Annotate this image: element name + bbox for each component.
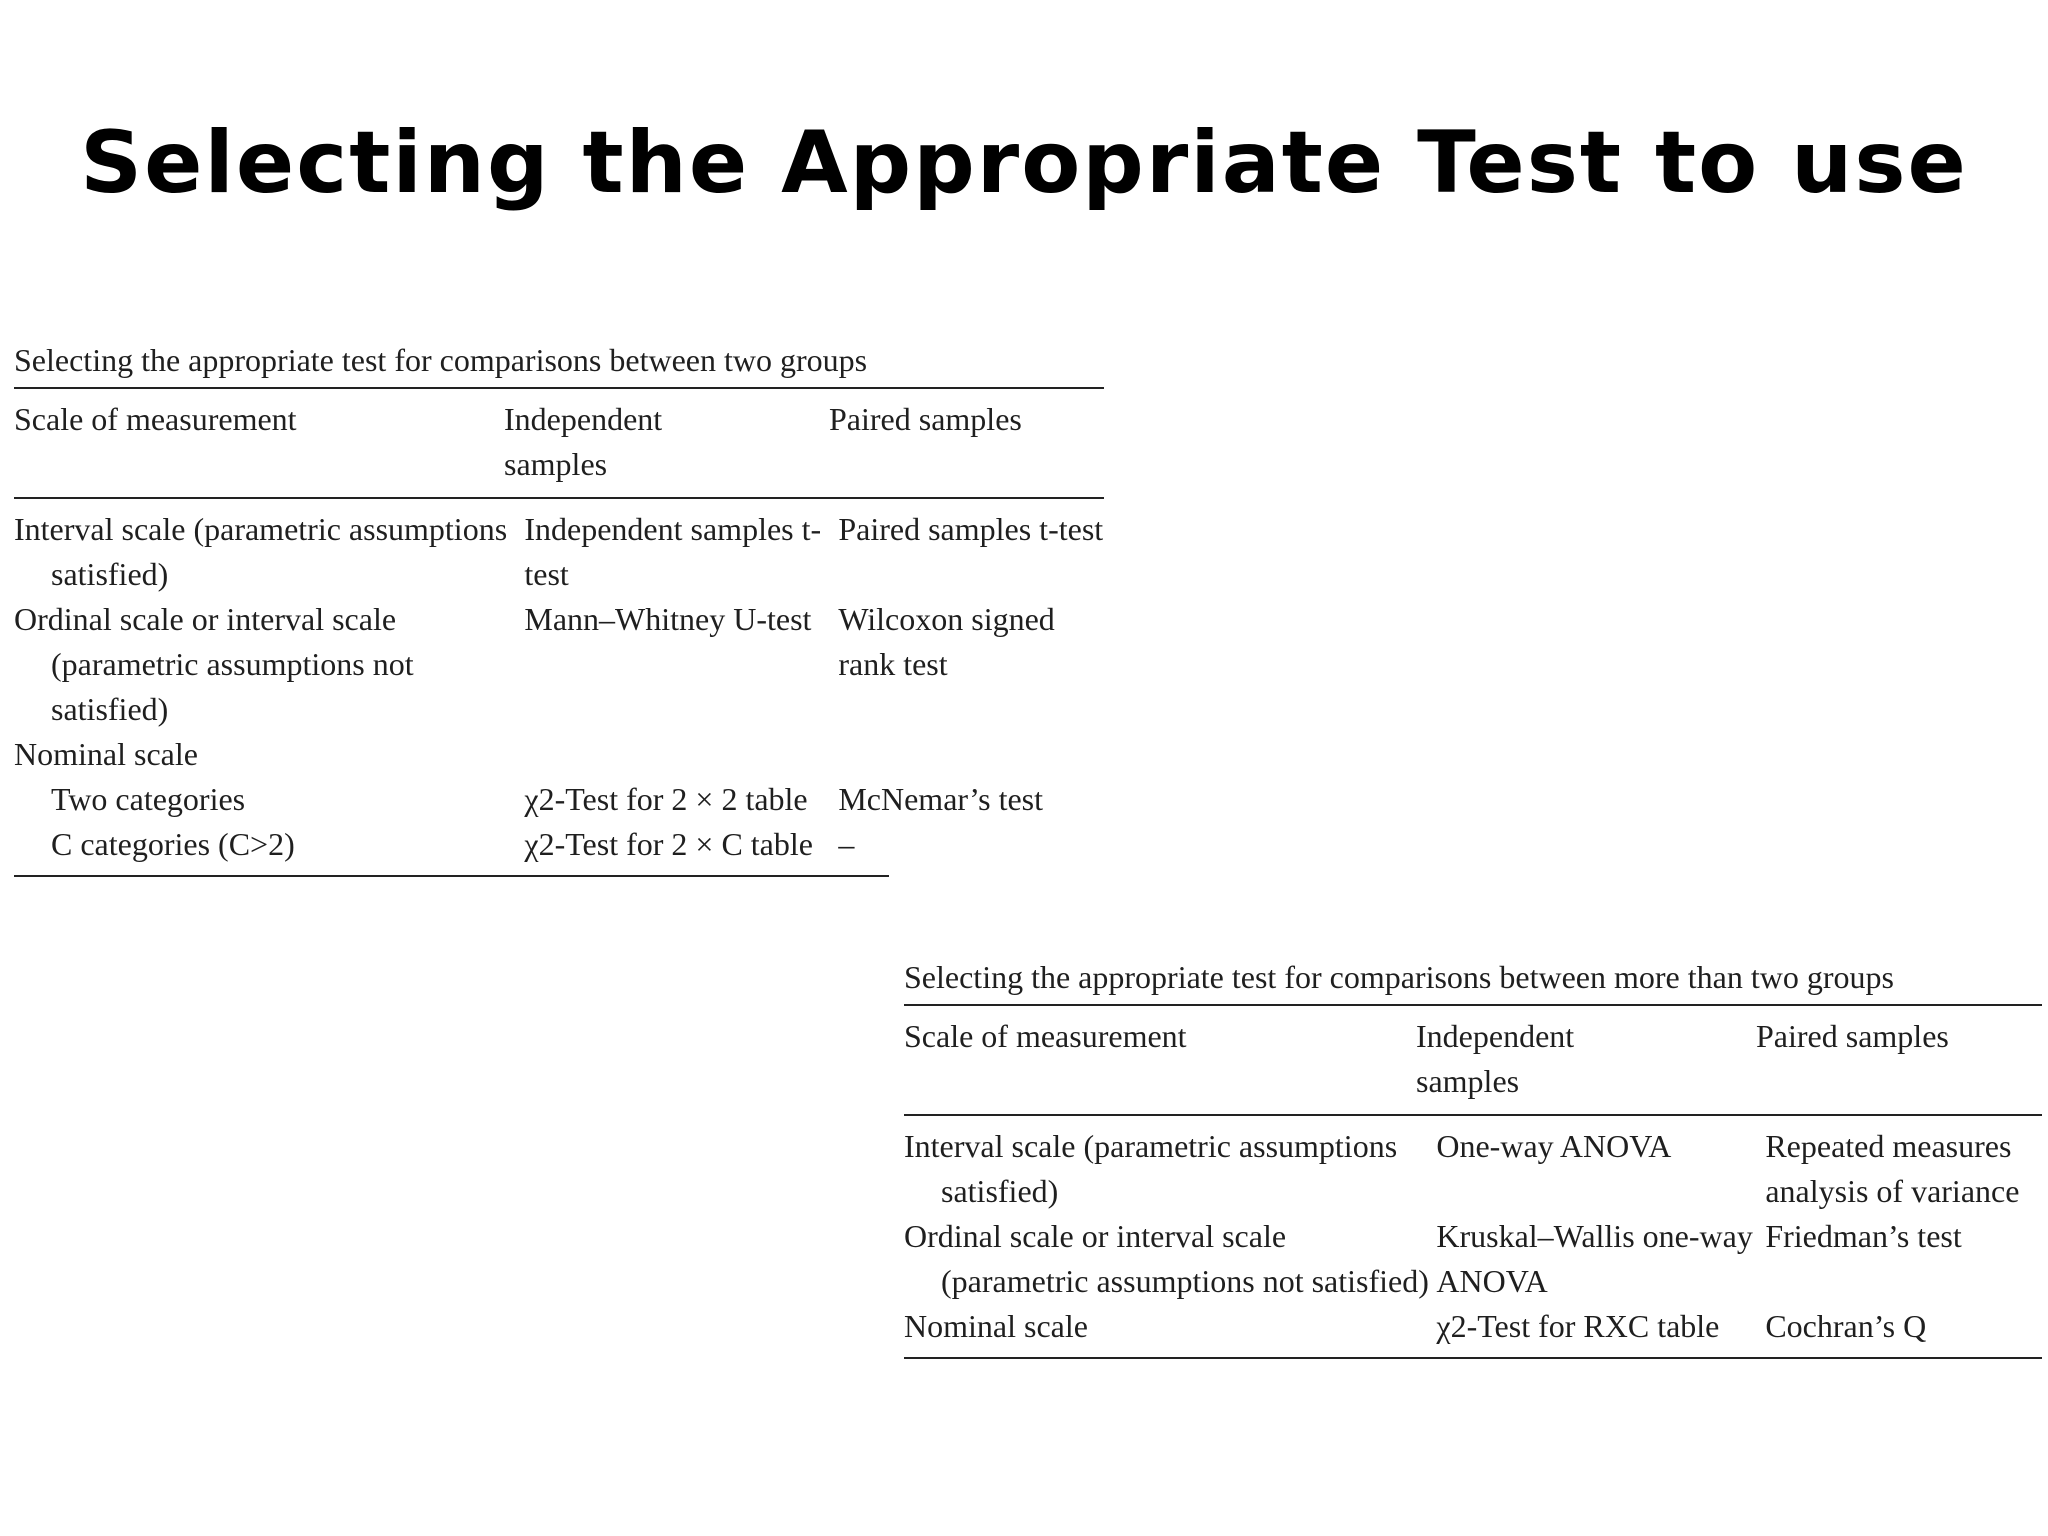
row-scale: C categories (C>2) <box>51 826 295 862</box>
table-row <box>904 1214 2042 1304</box>
row-paired: Wilcoxon signed rank test <box>838 601 1055 682</box>
row-paired <box>838 732 1104 777</box>
row-scale: Ordinal scale or interval scale (parametric assumptions not satisfied) <box>904 1218 1429 1299</box>
row-paired: McNemar’s test <box>838 781 1044 817</box>
row-independent: Independent samples t-test <box>524 511 822 592</box>
table-row <box>904 1124 2042 1214</box>
table-row <box>904 1304 2042 1349</box>
row-independent <box>524 732 838 777</box>
table-header-row <box>904 1006 2042 1114</box>
row-scale: Interval scale (parametric assumptions satisfied) <box>904 1128 1398 1209</box>
table-row <box>14 822 1104 867</box>
table-caption: Selecting the appropriate test for comparisons between more than two groups <box>904 959 1894 995</box>
row-paired: Paired samples t-test <box>838 511 1104 547</box>
table-row <box>14 507 1104 597</box>
table-row <box>14 597 1104 732</box>
row-paired: Repeated measures analysis of variance <box>1765 1128 2020 1209</box>
column-header-scale: Scale of measurement <box>904 1018 1187 1054</box>
column-header-scale: Scale of measurement <box>14 401 297 437</box>
row-scale: Ordinal scale or interval scale (parametric assumptions not satisfied) <box>14 601 414 727</box>
row-independent: χ2-Test for 2 × 2 table <box>524 781 808 817</box>
column-header-paired: Paired samples <box>1756 1018 1949 1054</box>
table-row <box>14 777 1104 822</box>
row-independent: Mann–Whitney U-test <box>524 601 812 637</box>
table-caption: Selecting the appropriate test for comparisons between two groups <box>14 342 868 378</box>
table-more-groups <box>904 955 2042 1359</box>
row-independent: χ2-Test for RXC table <box>1436 1308 1720 1344</box>
row-scale: Nominal scale <box>14 736 198 772</box>
row-independent: χ2-Test for 2 × C table <box>524 826 813 862</box>
column-header-paired: Paired samples <box>829 401 1022 437</box>
table-body <box>14 499 1104 875</box>
row-paired: Friedman’s test <box>1765 1218 1962 1254</box>
table-header-row <box>14 389 1104 497</box>
row-paired: – <box>838 826 855 862</box>
row-scale: Nominal scale <box>904 1308 1088 1344</box>
row-independent: Kruskal–Wallis one-way ANOVA <box>1436 1218 1753 1299</box>
slide-title: Selecting the Appropriate Test to use <box>80 113 1968 213</box>
column-header-independent: Independent samples <box>504 401 663 482</box>
row-independent: One-way ANOVA <box>1436 1128 1672 1164</box>
bottom-rule <box>904 1357 2042 1359</box>
table-two-groups <box>14 338 1104 877</box>
column-header-independent: Independent samples <box>1416 1018 1575 1099</box>
table-body <box>904 1116 2042 1357</box>
row-scale: Two categories <box>51 781 246 817</box>
table-row <box>14 732 1104 777</box>
bottom-rule <box>14 875 889 877</box>
row-paired: Cochran’s Q <box>1765 1308 1927 1344</box>
row-scale: Interval scale (parametric assumptions satisfied) <box>14 511 508 592</box>
